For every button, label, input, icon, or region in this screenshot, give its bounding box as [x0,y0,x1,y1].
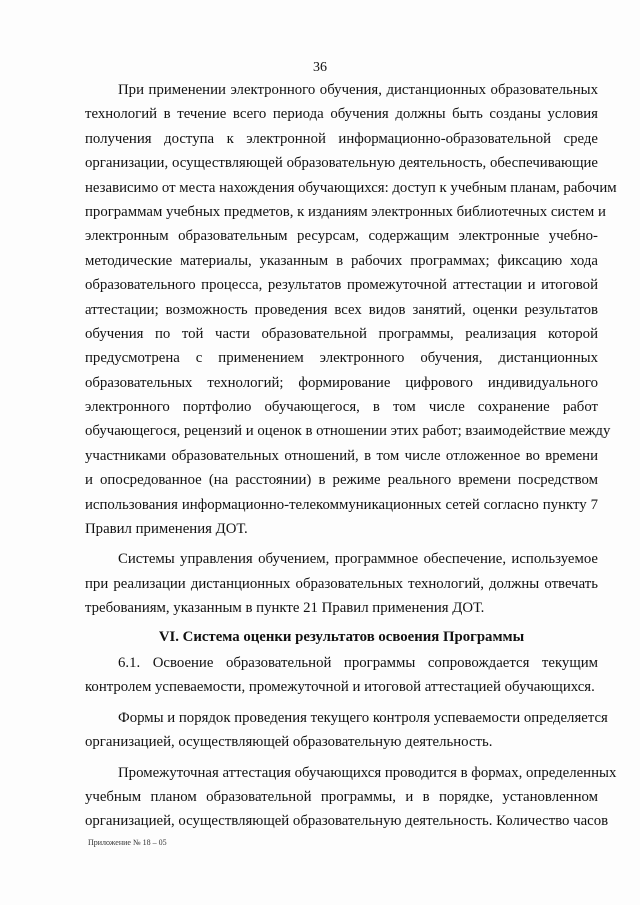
text-line: требованиям, указанным в пункте 21 Правил применения ДОТ. [85,600,485,617]
body-text [85,78,617,834]
text-line: организацией, осуществляющей образовательную деятельность. [85,734,493,751]
text-line: образовательного процесса, результатов промежуточной аттестации и итоговой [85,277,598,294]
text-line: Правил применения ДОТ. [85,521,248,538]
text-line: методические материалы, указанным в рабочих программах; фиксацию хода [85,252,598,269]
text-line: использования информационно-телекоммуникационных сетей согласно пункту 7 [85,496,598,513]
paragraph [85,78,617,541]
text-line: обучения по той части образовательной программы, реализация которой [85,325,598,342]
text-line: предусмотрена с применением электронного обучения, дистанционных [85,350,598,367]
text-line: Промежуточная аттестация обучающихся проводится в формах, определенных [118,764,617,781]
text-line: участниками образовательных отношений, в том числе отложенное во времени [85,447,598,464]
text-line: При применении электронного обучения, дистанционных образовательных [118,82,598,98]
text-line: независимо от места нахождения обучающихся: доступ к учебным планам, рабочим [85,179,617,196]
text-line: учебным планом образовательной программы, и в порядке, установленном [85,788,598,805]
text-line: получения доступа к электронной информационно-образовательной среде [85,130,598,147]
text-line: технологий в течение всего периода обучения должны быть созданы условия [85,106,598,123]
text-line: электронного портфолио обучающегося, в том числе сохранение работ [85,399,598,416]
text-line: Системы управления обучением, программное обеспечение, используемое [118,551,598,568]
text-line: программам учебных предметов, к изданиям электронных библиотечных систем и [85,203,606,220]
text-line: аттестации; возможность проведения всех видов занятий, оценки результатов [85,301,598,318]
text-line: контролем успеваемости, промежуточной и итоговой аттестацией обучающихся. [85,679,595,696]
text-line: электронным образовательным ресурсам, содержащим электронные учебно- [85,228,598,245]
page-footer: Приложение № 18 – 05 [88,838,167,847]
text-line: обучающегося, рецензий и оценок в отношении этих работ; взаимодействие между [85,423,611,440]
paragraph [85,755,617,834]
text-line: 6.1. Освоение образовательной программы сопровождается текущим [118,654,598,671]
text-line: и опосредованное (на расстоянии) в режиме реального времени посредством [85,472,598,489]
text-line: Формы и порядок проведения текущего контроля успеваемости определяется [118,709,608,726]
paragraph [85,541,598,620]
page-number: 36 [313,60,327,75]
text-line: при реализации дистанционных образовательных технологий, должны отвечать [85,575,598,592]
text-line: образовательных технологий; формирование цифрового индивидуального [85,374,598,391]
text-line: организации, осуществляющей образовательную деятельность, обеспечивающие [85,155,598,172]
paragraph [85,700,608,755]
text-line: организацией, осуществляющей образовательную деятельность. Количество часов [85,813,609,830]
section-heading: VI. Система оценки результатов освоения Программы [158,628,525,645]
paragraph [85,651,598,700]
